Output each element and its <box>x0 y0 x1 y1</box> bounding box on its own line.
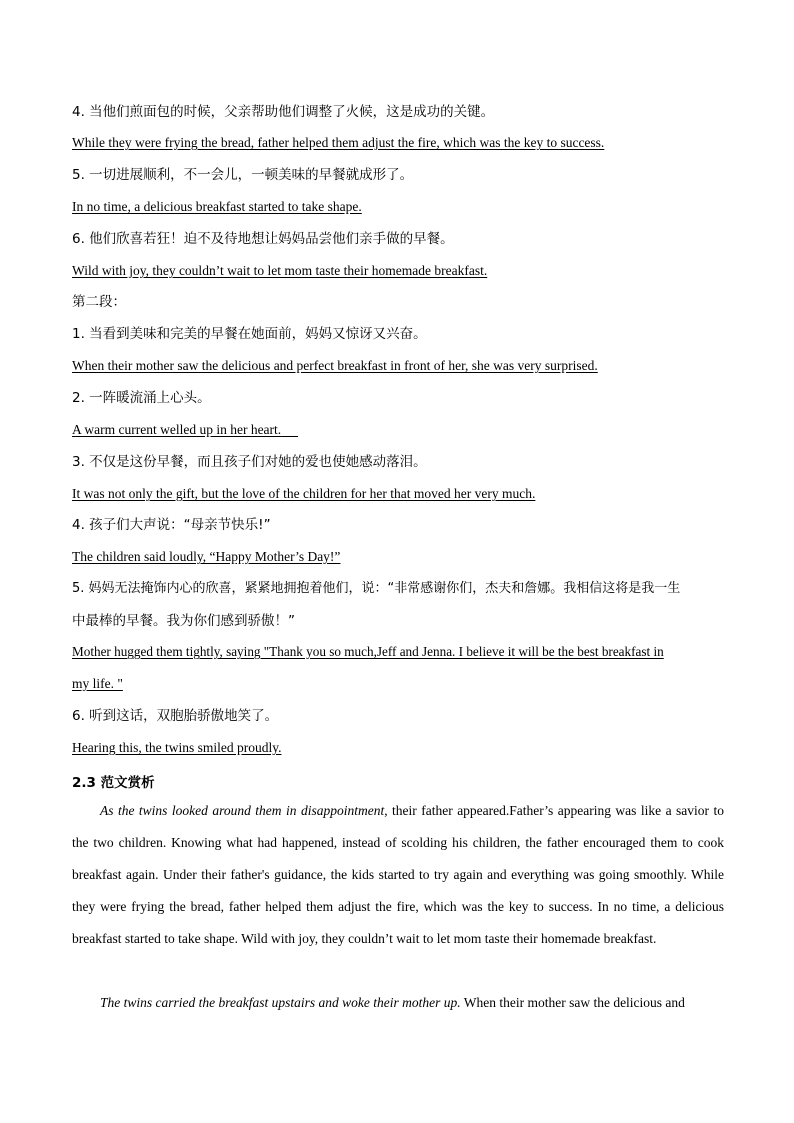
section-label: 第二段： <box>72 294 126 310</box>
sentence-en-6: Wild with joy, they couldn’t wait to let mom taste their homemade breakfast. <box>72 263 488 278</box>
sentence-zh-2-6: 6. 听到这话，双胞胎骄傲地笑了。 <box>72 708 279 724</box>
sentence-en-2-1: When their mother saw the delicious and perfect breakfast in front of her, she was very surprised. <box>72 358 598 373</box>
sentence-en-2-5-line2: my life. " <box>72 676 123 691</box>
essay-paragraph-1: As the twins looked around them in disappointment, their father appeared.Father’s appearing was like a savior to the two children. Knowing what had happened, instead of scolding his children, the father encouraged them to cook breakfast again. Under their father's guidance, the kids started to try again and everything was going smoothly. While they were frying the bread, father helped them adjust the fire, which was the key to success. In no time, a delicious breakfast started to take shape. Wild with joy, they couldn’t wait to let mom taste their homemade breakfast. <box>72 803 724 946</box>
sentence-zh-6: 6. 他们欣喜若狂！迫不及待地想让妈妈品尝他们亲手做的早餐。 <box>72 231 454 247</box>
sentence-en-2-2: A warm current welled up in her heart. <box>72 422 282 437</box>
sentence-zh-4: 4. 当他们煎面包的时候，父亲帮助他们调整了火候，这是成功的关键。 <box>72 104 495 120</box>
sentence-zh-2-4: 4. 孩子们大声说：“母亲节快乐!” <box>72 517 271 533</box>
sentence-en-2-4: The children said loudly, “Happy Mother’s Day!” <box>72 549 341 564</box>
sentence-zh-2-5-line2: 中最棒的早餐。我为你们感到骄傲！” <box>72 613 295 629</box>
sentence-en-2-3: It was not only the gift, but the love of the children for her that moved her very much. <box>72 486 536 501</box>
sentence-zh-2-3: 3. 不仅是这份早餐，而且孩子们对她的爱也使她感动落泪。 <box>72 454 427 470</box>
sentence-zh-5: 5. 一切进展顺利，不一会儿，一顿美味的早餐就成形了。 <box>72 167 414 183</box>
sentence-zh-2-2: 2. 一阵暖流涌上心头。 <box>72 390 211 406</box>
section-heading: 2.3 范文赏析 <box>72 775 155 791</box>
sentence-en-4: While they were frying the bread, father helped them adjust the fire, which was the key to success. <box>72 135 605 150</box>
sentence-en-2-5-line1: Mother hugged them tightly, saying "Thank you so much,Jeff and Jenna. I believe it will be the best breakfast in <box>72 644 664 659</box>
sentence-zh-2-1: 1. 当看到美味和完美的早餐在她面前，妈妈又惊讶又兴奋。 <box>72 326 427 342</box>
sentence-en-5: In no time, a delicious breakfast started to take shape. <box>72 199 362 214</box>
sentence-zh-2-5-line1: 5. 妈妈无法掩饰内心的欣喜，紧紧地拥抱着他们，说：“非常感谢你们，杰夫和詹娜。我相信这将是我一生 <box>72 581 681 596</box>
sentence-en-2-6: Hearing this, the twins smiled proudly. <box>72 740 282 755</box>
essay-paragraph-2: The twins carried the breakfast upstairs and woke their mother up. When their mother saw the delicious and <box>100 995 685 1010</box>
